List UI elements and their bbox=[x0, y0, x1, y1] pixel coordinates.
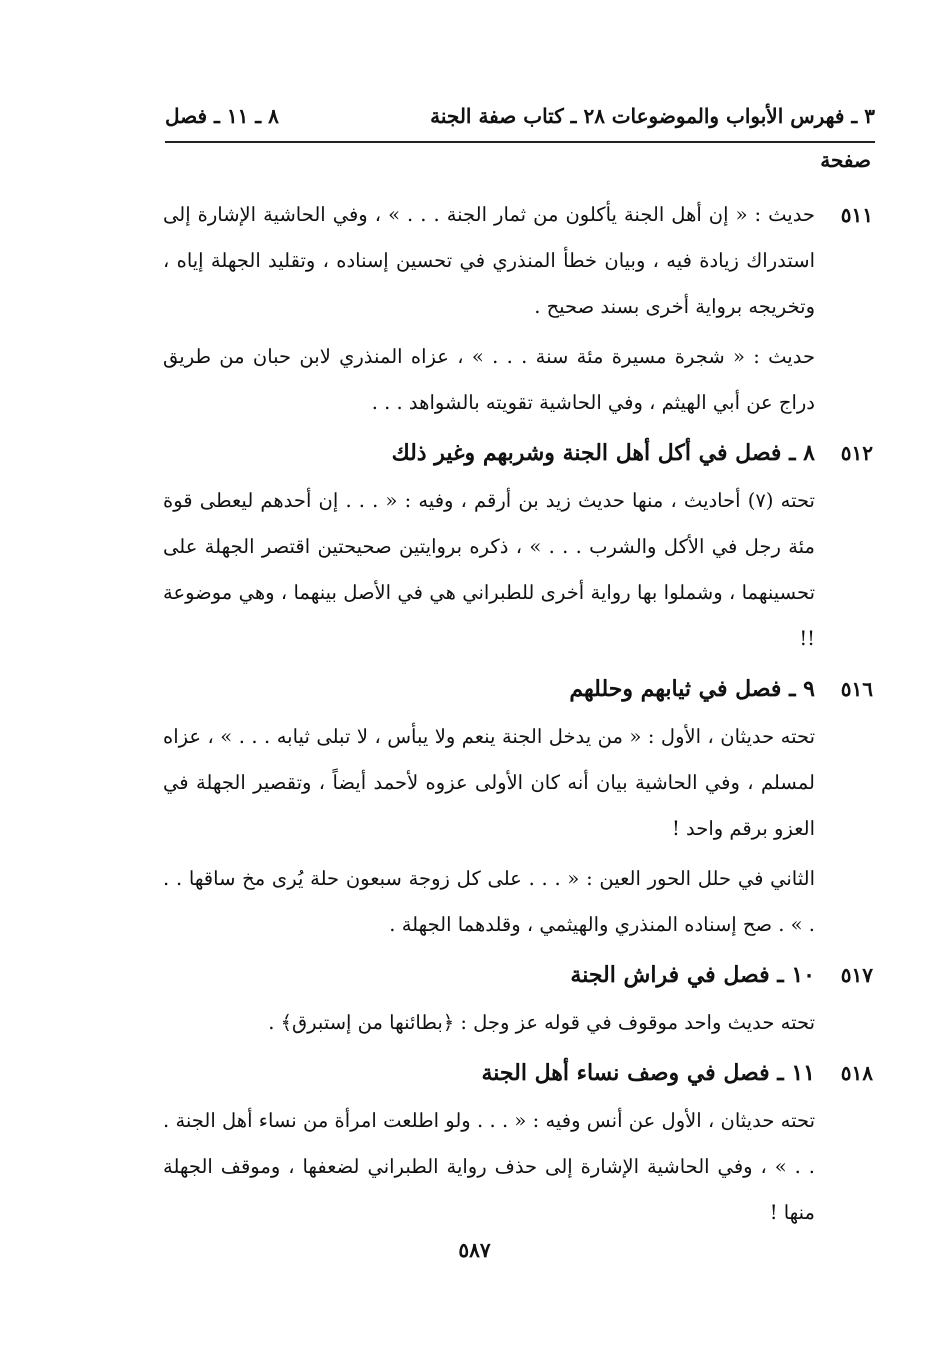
index-entry bbox=[163, 952, 873, 1046]
index-entry bbox=[163, 430, 873, 662]
section-heading: ٨ ـ فصل في أكل أهل الجنة وشربهم وغير ذلك bbox=[391, 440, 815, 466]
running-header bbox=[165, 100, 875, 136]
entry-page-number: ٥١١ bbox=[840, 203, 873, 227]
entry-page-number: ٥١٢ bbox=[840, 441, 873, 465]
index-entry bbox=[163, 192, 873, 426]
section-heading: ٩ ـ فصل في ثيابهم وحللهم bbox=[569, 676, 815, 702]
entry-paragraph: تحته حديث واحد موقوف في قوله عز وجل : ﴿بطائنها من إستبرق﴾ . bbox=[268, 1011, 815, 1034]
page-column-label: صفحة bbox=[820, 148, 871, 172]
section-heading: ١٠ ـ فصل في فراش الجنة bbox=[570, 962, 815, 988]
header-rule bbox=[165, 141, 875, 143]
entry-paragraph: تحته حديثان ، الأول عن أنس وفيه : « . . . ولو اطلعت امرأة من نساء أهل الجنة . . . » ، وفي الحاشية الإشارة إلى حذف رواية الطبراني لضعفها ، وموقف الجهلة منها ! bbox=[163, 1109, 815, 1224]
entry-page-number: ٥١٦ bbox=[840, 677, 873, 701]
index-entry bbox=[163, 1050, 873, 1236]
entry-page-number: ٥١٧ bbox=[840, 963, 873, 987]
entry-paragraph: تحته حديثان ، الأول : « من يدخل الجنة ينعم ولا يبأس ، لا تبلى ثيابه . . . » ، عزاه لمسلم ، وفي الحاشية بيان أنه كان الأولى عزوه لأحمد أيضاً ، وتقصير الجهلة في العزو برقم واحد ! bbox=[163, 725, 815, 840]
entry-paragraph: تحته (٧) أحاديث ، منها حديث زيد بن أرقم ، وفيه : « . . . إن أحدهم ليعطى قوة مئة رجل في الأكل والشرب . . . » ، ذكره بروايتين صحيحتين اقتصر الجهلة على تحسينهما ، وشملوا بها رواية أخرى للطبراني هي في الأصل بينهما ، وهي موضوعة !! bbox=[163, 489, 815, 650]
entry-paragraph: حديث : « شجرة مسيرة مئة سنة . . . » ، عزاه المنذري لابن حبان من طريق دراج عن أبي الهيثم ، وفي الحاشية تقويته بالشواهد . . . bbox=[163, 345, 815, 414]
index-entries bbox=[163, 192, 873, 1240]
index-entry bbox=[163, 666, 873, 948]
entry-paragraph: حديث : « إن أهل الجنة يأكلون من ثمار الجنة . . . » ، وفي الحاشية الإشارة إلى استدراك زيادة فيه ، وبيان خطأ المنذري في تحسين إسناده ، وتقليد الجهلة إياه ، وتخريجه برواية أخرى بسند صحيح . bbox=[163, 203, 815, 318]
header-book-title: ٢٨ ـ كتاب صفة الجنة bbox=[430, 104, 605, 128]
page-number: ٥٨٧ bbox=[458, 1238, 491, 1262]
entry-paragraph: الثاني في حلل الحور العين : « . . . على كل زوجة سبعون حلة يُرى مخ ساقها . . . » . صح إسناده المنذري والهيثمي ، وقلدهما الجهلة . bbox=[163, 867, 815, 936]
section-heading: ١١ ـ فصل في وصف نساء أهل الجنة bbox=[481, 1060, 815, 1086]
header-index-title: ٣ ـ فهرس الأبواب والموضوعات bbox=[611, 104, 875, 128]
entry-page-number: ٥١٨ bbox=[840, 1061, 873, 1085]
header-section-range: ٨ ـ ١١ ـ فصل bbox=[165, 104, 279, 128]
